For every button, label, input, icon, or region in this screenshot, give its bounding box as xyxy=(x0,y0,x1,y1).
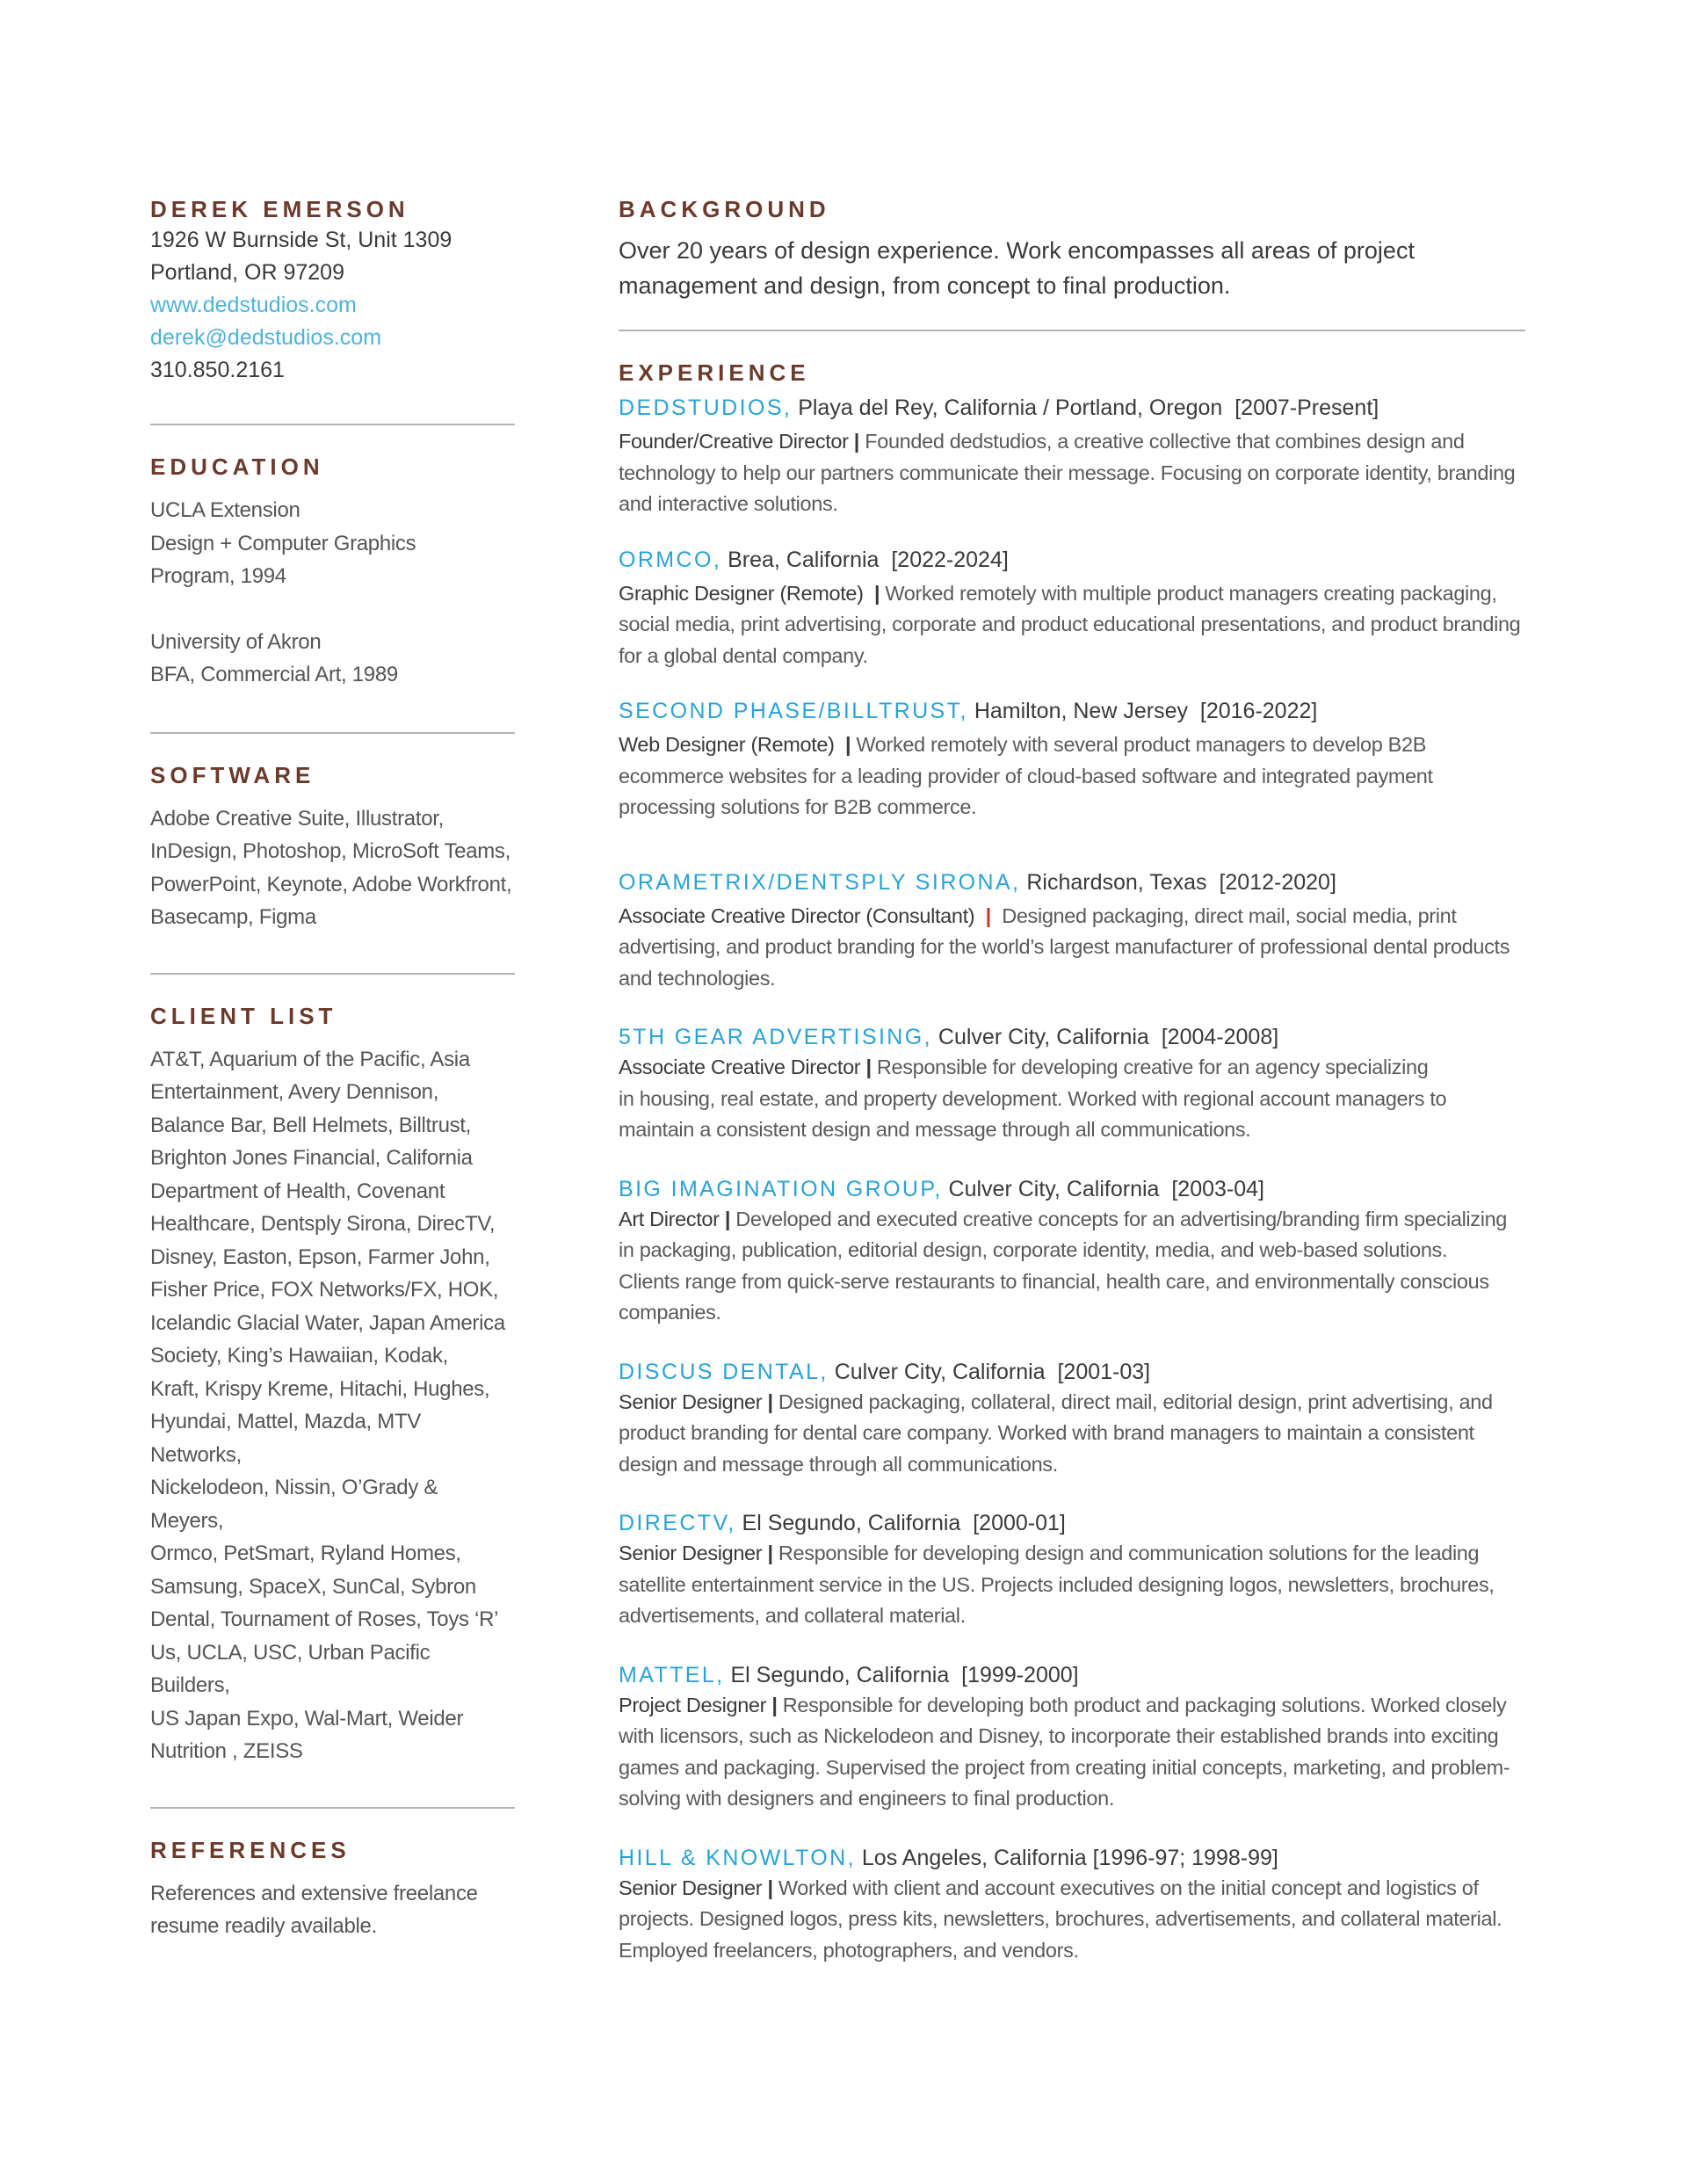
background-heading: BACKGROUND xyxy=(619,196,830,222)
job-company: BIG IMAGINATION GROUP, xyxy=(619,1176,943,1201)
job-dates: [2001-03] xyxy=(1057,1359,1151,1384)
job-dates: [1996-97; 1998-99] xyxy=(1092,1845,1278,1870)
right-column xyxy=(619,194,1525,1966)
client-line: Disney, Easton, Epson, Farmer John, xyxy=(150,1244,490,1269)
software-line: InDesign, Photoshop, MicroSoft Teams, xyxy=(150,839,511,863)
job-entry: BIG IMAGINATION GROUP, Culver City, California [2003-04] Art Director | Developed and executed creative concepts for an advertising/branding firm specializing in packaging, publication, editorial design, corporate identity, media, and web-based solutions. Clients range from quick-serve restaurants to financial, health care, and environmentally conscious companies. xyxy=(619,1176,1508,1324)
job-dates: [2003-04] xyxy=(1171,1176,1264,1201)
job-desc-line: Clients range from quick-serve restaurants to financial, health care, and environmentally conscious xyxy=(619,1269,1489,1293)
job-desc-line: and interactive solutions. xyxy=(619,492,838,515)
job-desc-line: processing solutions for B2B commerce. xyxy=(619,795,977,818)
job-company: 5TH GEAR ADVERTISING, xyxy=(619,1025,932,1049)
education-line: Program, 1994 xyxy=(150,564,286,588)
job-desc-line: ecommerce websites for a leading provider of cloud-based software and integrated payment xyxy=(619,764,1433,787)
job-desc-line: in housing, real estate, and property development. Worked with regional account managers to xyxy=(619,1086,1447,1110)
experience-heading: EXPERIENCE xyxy=(619,359,810,386)
website-link[interactable]: www.dedstudios.com xyxy=(150,293,357,317)
client-line: Department of Health, Covenant xyxy=(150,1179,445,1203)
software-line: PowerPoint, Keynote, Adobe Workfront, xyxy=(150,872,512,896)
job-location: Playa del Rey, California / Portland, Oregon xyxy=(798,395,1223,420)
job-role: Associate Creative Director (Consultant) xyxy=(619,903,975,927)
education-line: UCLA Extension xyxy=(150,498,300,522)
client-line: Samsung, SpaceX, SunCal, Sybron xyxy=(150,1574,476,1599)
job-desc-line: Worked remotely with several product managers to develop B2B xyxy=(856,733,1427,756)
background-line: Over 20 years of design experience. Work encompasses all areas of project xyxy=(619,237,1415,264)
job-role: Associate Creative Director xyxy=(619,1056,861,1078)
job-dates: [2022-2024] xyxy=(891,547,1009,572)
background-line: management and design, from concept to final production. xyxy=(619,272,1231,299)
job-role: Web Designer (Remote) xyxy=(619,733,835,756)
email-link[interactable]: derek@dedstudios.com xyxy=(150,325,382,350)
address-line-1: 1926 W Burnside St, Unit 1309 xyxy=(150,228,453,252)
software-line: Adobe Creative Suite, Illustrator, xyxy=(150,806,444,831)
job-desc-line: technology to help our partners communicate their message. Focusing on corporate identity, branding xyxy=(619,461,1516,484)
address-line-2: Portland, OR 97209 xyxy=(150,260,344,285)
references-line: resume readily available. xyxy=(150,1914,377,1938)
job-location: Hamilton, New Jersey xyxy=(974,699,1188,723)
client-line: AT&T, Aquarium of the Pacific, Asia xyxy=(150,1047,470,1071)
client-line: Brighton Jones Financial, California xyxy=(150,1146,473,1170)
job-entry: SECOND PHASE/BILLTRUST, Hamilton, New Jersey [2016-2022] Web Designer (Remote) | Worked remotely with several product managers to develop B2B ecommerce websites for a leading provider of cloud-based software and integrated payment processing solutions for B2B commerce. xyxy=(619,699,1433,818)
job-location: El Segundo, California xyxy=(742,1511,961,1535)
job-desc-line: design and message through all communications. xyxy=(619,1452,1058,1476)
job-desc-line: with licensors, such as Nickelodeon and Disney, to incorporate their established brands into exciting xyxy=(619,1724,1499,1747)
experience-section xyxy=(619,358,1525,1966)
job-desc-line: advertising, and product branding for the world’s largest manufacturer of professional dental products xyxy=(619,935,1510,958)
job-location: Los Angeles, California xyxy=(861,1845,1087,1870)
client-line: Icelandic Glacial Water, Japan America xyxy=(150,1310,505,1335)
job-desc-line: for a global dental company. xyxy=(619,643,868,667)
job-desc-line: product branding for dental care company. Worked with brand managers to maintain a consistent xyxy=(619,1421,1474,1444)
client-line: Balance Bar, Bell Helmets, Billtrust, xyxy=(150,1113,472,1137)
job-entry: HILL & KNOWLTON, Los Angeles, California [1996-97; 1998-99] Senior Designer | Worked with client and account executives on the initial concept and logistics of projects. Designed logos, press kits, newsletters, brochures, advertisements, and collateral material. Employed freelancers, photographers, and vendors. xyxy=(619,1845,1502,1962)
job-desc-line: maintain a consistent design and message through all communications. xyxy=(619,1118,1251,1141)
contact-name: DEREK EMERSON xyxy=(150,196,409,222)
job-desc-line: Designed packaging, collateral, direct mail, editorial design, print advertising, and xyxy=(778,1389,1493,1413)
education-line: BFA, Commercial Art, 1989 xyxy=(150,663,398,686)
job-company: DIRECTV, xyxy=(619,1511,736,1535)
divider xyxy=(150,1807,515,1809)
job-desc-line: projects. Designed logos, press kits, newsletters, brochures, advertisements, and collateral material. xyxy=(619,1907,1502,1930)
job-desc-line: Designed packaging, direct mail, social media, print xyxy=(1002,903,1457,927)
divider xyxy=(150,973,515,975)
job-dates: [1999-2000] xyxy=(961,1662,1079,1687)
job-entry: DEDSTUDIOS, Playa del Rey, California / Portland, Oregon [2007-Present] Founder/Creative Director | Founded dedstudios, a creative collective that combines design and technology to help our partners communicate their message. Focusing on corporate identity, branding and interactive solutions. xyxy=(619,395,1516,515)
education-section xyxy=(150,452,515,692)
job-entry: DIRECTV, El Segundo, California [2000-01] Senior Designer | Responsible for developing design and communication solutions for the leading satellite entertainment service in the US. Projects included designing logos, newsletters, brochures, advertisements, and collateral material. xyxy=(619,1511,1495,1627)
job-desc-line: companies. xyxy=(619,1301,721,1324)
client-line: Kraft, Krispy Kreme, Hitachi, Hughes, xyxy=(150,1376,490,1401)
education-line: University of Akron xyxy=(150,629,322,654)
divider xyxy=(150,732,515,734)
job-role: Founder/Creative Director xyxy=(619,430,849,453)
client-line: Fisher Price, FOX Networks/FX, HOK, xyxy=(150,1278,499,1302)
left-column xyxy=(150,194,515,1943)
job-dates: [2016-2022] xyxy=(1199,699,1318,723)
job-desc-line: Responsible for developing design and communication solutions for the leading xyxy=(778,1542,1480,1564)
phone-number: 310.850.2161 xyxy=(150,358,285,382)
client-line: Us, UCLA, USC, Urban Pacific Builders, xyxy=(150,1640,431,1697)
job-company: MATTEL, xyxy=(619,1662,725,1687)
job-company: DEDSTUDIOS, xyxy=(619,395,793,420)
job-company: SECOND PHASE/BILLTRUST, xyxy=(619,699,968,723)
job-desc-line: advertisements, and collateral material. xyxy=(619,1604,966,1627)
client-list-section xyxy=(150,1001,515,1768)
references-line: References and extensive freelance xyxy=(150,1881,478,1905)
client-line: Healthcare, Dentsply Sirona, DirecTV, xyxy=(150,1212,496,1236)
software-heading: SOFTWARE xyxy=(150,761,315,788)
job-dates: [2000-01] xyxy=(973,1511,1066,1535)
job-desc-line: Worked remotely with multiple product managers creating packaging, xyxy=(885,581,1497,605)
job-company: HILL & KNOWLTON, xyxy=(619,1845,856,1870)
client-line: US Japan Expo, Wal-Mart, Weider xyxy=(150,1706,464,1731)
job-role: Senior Designer xyxy=(619,1389,763,1413)
client-list-heading: CLIENT LIST xyxy=(150,1002,337,1029)
client-line: Nickelodeon, Nissin, O’Grady & Meyers, xyxy=(150,1476,438,1533)
contact-section xyxy=(150,194,515,387)
job-role: Senior Designer xyxy=(619,1876,763,1899)
job-entry: DISCUS DENTAL, Culver City, California [2001-03] Senior Designer | Designed packaging, collateral, direct mail, editorial design, print advertising, and product branding for dental care company. Worked with brand managers to maintain a consistent design and message through all communications. xyxy=(619,1359,1493,1476)
education-heading: EDUCATION xyxy=(150,453,324,480)
job-desc-line: Responsible for developing creative for an agency specializing xyxy=(876,1056,1429,1078)
job-dates: [2004-2008] xyxy=(1161,1025,1279,1049)
job-desc-line: Developed and executed creative concepts for an advertising/branding firm specializing xyxy=(735,1207,1508,1230)
job-dates: [2007-Present] xyxy=(1234,395,1379,420)
job-desc-line: in packaging, publication, editorial design, corporate identity, media, and web-based solutions. xyxy=(619,1238,1448,1261)
job-dates: [2012-2020] xyxy=(1219,869,1336,895)
job-desc-line: Founded dedstudios, a creative collective that combines design and xyxy=(865,430,1465,453)
job-company: ORAMETRIX/DENTSPLY SIRONA, xyxy=(619,869,1021,895)
client-line: Dental, Tournament of Roses, Toys ‘R’ xyxy=(150,1607,499,1631)
job-entry: ORMCO, Brea, California [2022-2024] Graphic Designer (Remote) | Worked remotely with multiple product managers creating packaging, social media, print advertising, corporate and product educational presentations, and product branding for a global dental company. xyxy=(619,547,1521,667)
education-line: Design + Computer Graphics xyxy=(150,531,416,555)
job-role: Project Designer xyxy=(619,1693,767,1716)
job-entry: MATTEL, El Segundo, California [1999-2000] Project Designer | Responsible for developing both product and packaging solutions. Worked closely with licensors, such as Nickelodeon and Disney, to incorporate their established brands into exciting games and packaging. Supervised the project from creating initial concepts, marketing, and problem- solving with designers and engineers to final production. xyxy=(619,1662,1510,1810)
divider xyxy=(150,424,515,425)
software-section xyxy=(150,760,515,934)
software-line: Basecamp, Figma xyxy=(150,905,316,929)
job-role: Senior Designer xyxy=(619,1542,763,1564)
job-desc-line: solving with designers and engineers to final production. xyxy=(619,1787,1114,1810)
client-line: Nutrition , ZEISS xyxy=(150,1739,303,1763)
job-location: Culver City, California xyxy=(938,1025,1149,1049)
background-section xyxy=(619,194,1525,303)
job-desc-line: Responsible for developing both product and packaging solutions. Worked closely xyxy=(782,1693,1507,1716)
job-company: DISCUS DENTAL, xyxy=(619,1359,829,1384)
job-location: Culver City, California xyxy=(834,1359,1046,1384)
job-desc-line: and technologies. xyxy=(619,966,776,990)
job-role: Art Director xyxy=(619,1207,720,1230)
job-entry: ORAMETRIX/DENTSPLY SIRONA, Richardson, Texas [2012-2020] Associate Creative Director (Consultant) | Designed packaging, direct mail, social media, print advertising, and product branding for the world’s largest manufacturer of professional dental products and technologies. xyxy=(619,869,1510,990)
job-location: Culver City, California xyxy=(948,1176,1160,1201)
job-location: El Segundo, California xyxy=(730,1662,950,1687)
divider xyxy=(619,330,1525,331)
client-line: Hyundai, Mattel, Mazda, MTV Networks, xyxy=(150,1410,422,1467)
job-desc-line: Employed freelancers, photographers, and vendors. xyxy=(619,1938,1079,1962)
job-desc-line: games and packaging. Supervised the project from creating initial concepts, marketing, and problem- xyxy=(619,1755,1510,1779)
job-location: Richardson, Texas xyxy=(1026,869,1207,895)
references-section xyxy=(150,1835,515,1943)
job-company: ORMCO, xyxy=(619,547,722,572)
client-line: Ormco, PetSmart, Ryland Homes, xyxy=(150,1542,461,1565)
client-line: Entertainment, Avery Dennison, xyxy=(150,1080,439,1104)
job-desc-line: Worked with client and account executives on the initial concept and logistics of xyxy=(778,1876,1479,1899)
client-line: Society, King’s Hawaiian, Kodak, xyxy=(150,1344,449,1368)
job-entry: 5TH GEAR ADVERTISING, Culver City, California [2004-2008] Associate Creative Director | Responsible for developing creative for an agency specializing in housing, real estate, and property development. Worked with regional account managers to maintain a consistent design and message through all communications. xyxy=(619,1025,1447,1141)
job-role: Graphic Designer (Remote) xyxy=(619,581,864,605)
job-desc-line: satellite entertainment service in the US. Projects included designing logos, newsletters, brochures, xyxy=(619,1572,1495,1596)
job-location: Brea, California xyxy=(728,547,880,572)
references-heading: REFERENCES xyxy=(150,1836,351,1863)
job-desc-line: social media, print advertising, corporate and product educational presentations, and product branding xyxy=(619,613,1521,635)
